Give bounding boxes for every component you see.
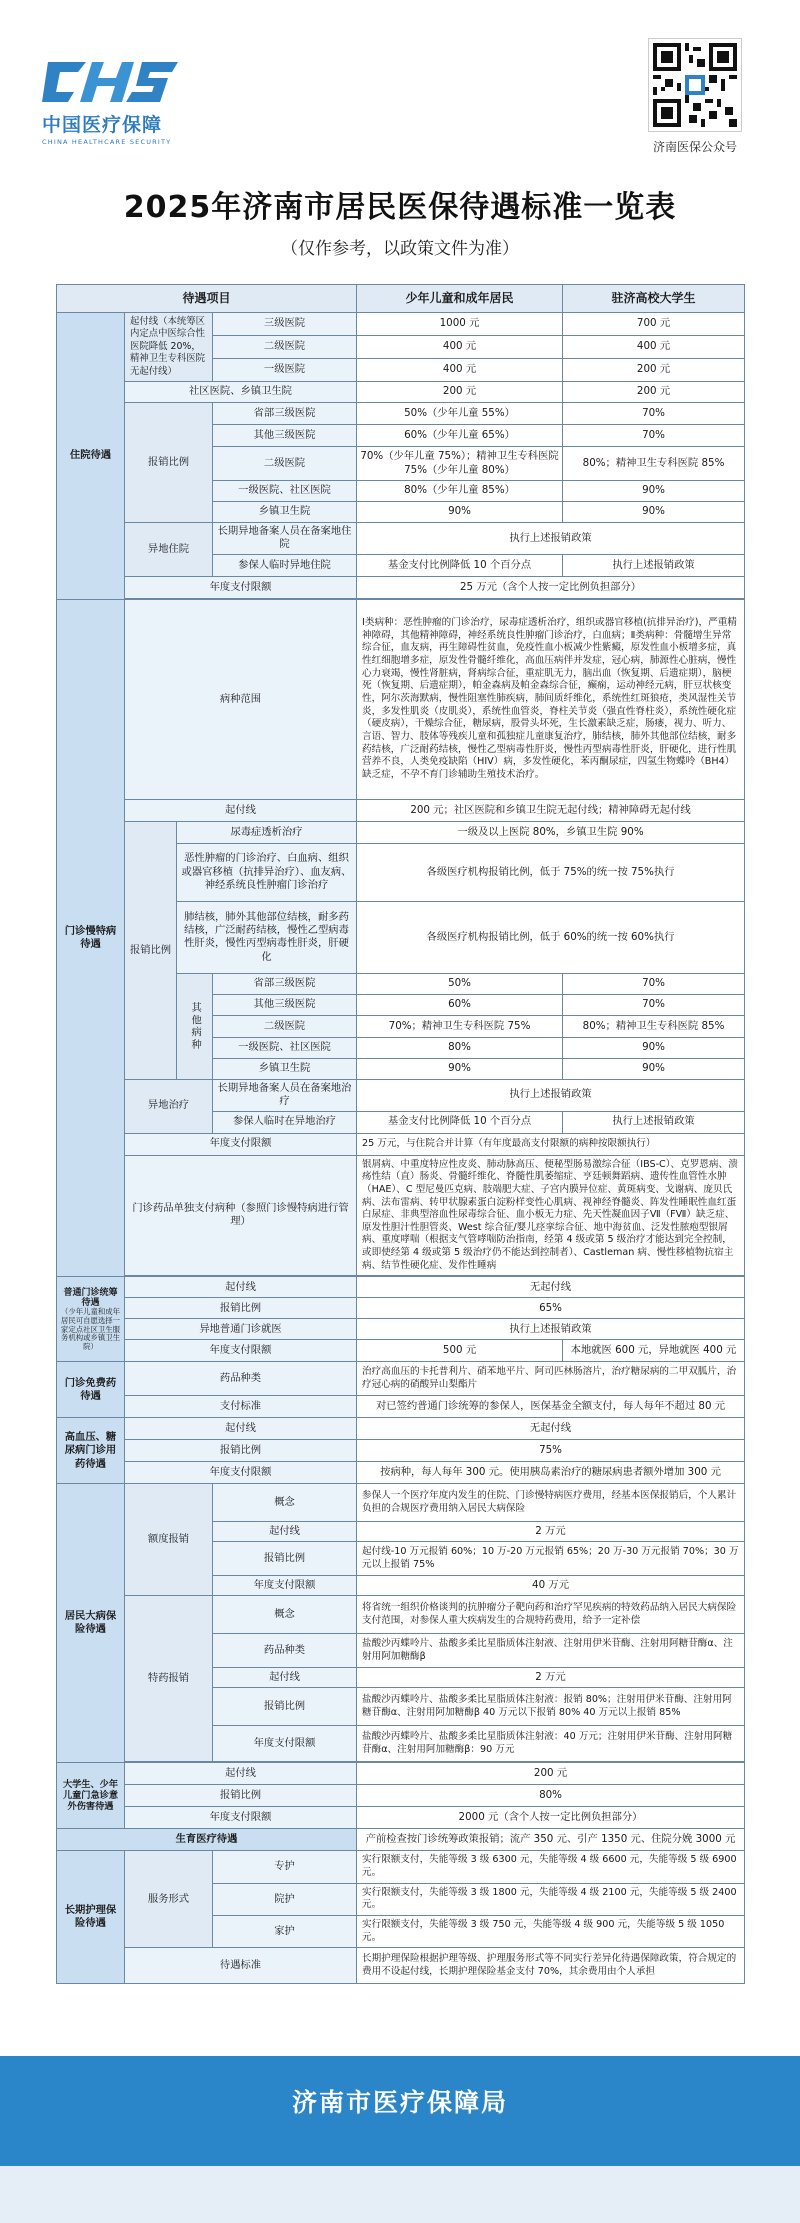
cell-value: 无起付线	[357, 1418, 745, 1440]
chronic-other-label: 其他病种	[177, 973, 213, 1079]
cell-value: 90%	[563, 502, 745, 523]
cell-value: 本地就医 600 元，异地就医 400 元	[563, 1340, 745, 1362]
cell-value: 执行上述报销政策	[563, 554, 745, 576]
cell-value: 90%	[357, 502, 563, 523]
row-label: 一级医院	[213, 359, 357, 382]
row-label: 二级医院	[213, 447, 357, 481]
cell-value: 起付线-10 万元报销 60%；10 万-20 万元报销 65%；20 万-30 万元报销 70%；30 万元以上报销 75%	[357, 1542, 745, 1576]
table-row	[57, 1440, 745, 1462]
cat-student: 大学生、少年儿童门急诊意外伤害待遇	[57, 1763, 125, 1829]
row-label: 年度支付限额	[125, 1462, 357, 1484]
chronic-remote-label: 异地治疗	[125, 1079, 213, 1133]
cell-value: 50%	[357, 973, 563, 994]
cell-value: 200 元	[563, 359, 745, 382]
row-label: 起付线	[125, 1277, 357, 1298]
table-row	[57, 799, 745, 821]
row-label: 药品种类	[213, 1634, 357, 1668]
table-row	[57, 1319, 745, 1340]
row-label: 专护	[213, 1851, 357, 1883]
cell-value: 90%	[563, 1037, 745, 1058]
chronic-drug-text: 银屑病、中重度特应性皮炎、肺动脉高压、便秘型肠易激综合征（IBS-C）、克罗恩病、溃疡性结（直）肠炎、骨髓纤维化、脊髓性肌萎缩症、亨廷顿舞蹈病、遗传性血管性水肿（HAE）、C 型尼曼匹克病、肢端肥大症、子宫内膜异位症、黄斑病变、戈谢病、庞贝氏病、法布雷病、转甲状腺素蛋白淀粉样变性心肌病、视神经脊髓炎、阵发性睡眠性血红蛋白尿症、非典型溶血性尿毒综合征、血小板无力症、先天性凝血因子Ⅶ（FⅦ）缺乏症、原发性胆汁性胆管炎、West 综合征/婴儿痉挛综合征、地中海贫血、泛发性脓疱型银屑病、重度哮喘（根据支气管哮喘防治指南，经第 4 级或第 5 级治疗才能达到完全控制，或即使经第 4 级或第 5 级治疗仍不能达到控制者）、Castleman 病、慢性移植物抗宿主病、结节性硬化症、发作性睡病	[357, 1155, 745, 1276]
table-row	[57, 1396, 745, 1418]
cell-value: 80%	[357, 1785, 745, 1807]
table-row	[57, 523, 745, 555]
cell-value: 实行限额支付，失能等级 3 级 1800 元，失能等级 4 级 2100 元，失能等级 5 级 2400 元。	[357, 1883, 745, 1915]
col-header-students: 驻济高校大学生	[563, 285, 745, 313]
ltc-service-label: 服务形式	[125, 1851, 213, 1948]
row-label: 报销比例	[125, 1298, 357, 1319]
cat-general-note: （少年儿童和成年居民可自愿选择一家定点社区卫生服务机构或乡镇卫生院）	[60, 1307, 121, 1351]
logo-en-text: CHINA HEALTHCARE SECURITY	[42, 138, 172, 146]
row-label: 长期异地备案人员在备案地治疗	[213, 1079, 357, 1111]
inpatient-threshold-label: 起付线（本统筹区内定点中医综合性医院降低 20%，精神卫生专科医院无起付线）	[125, 313, 213, 382]
table-row	[57, 1462, 745, 1484]
row-label: 年度支付限额	[125, 1133, 357, 1155]
row-label: 起付线	[125, 799, 357, 821]
footer-org: 济南市医疗保障局	[291, 2088, 508, 2117]
row-label: 恶性肿瘤的门诊治疗、白血病、组织或器官移植（抗排异治疗）、血友病、神经系统良性肿瘤门诊治疗	[177, 843, 357, 901]
cell-value: 实行限额支付，失能等级 3 级 6300 元，失能等级 4 级 6600 元，失能等级 5 级 6900 元。	[357, 1851, 745, 1883]
qr-code[interactable]	[648, 38, 742, 132]
cell-value: 实行限额支付，失能等级 3 级 750 元，失能等级 4 级 900 元，失能等级 5 级 1050 元。	[357, 1916, 745, 1948]
row-label: 乡镇卫生院	[213, 1058, 357, 1079]
table-row	[57, 1484, 745, 1522]
cat-ltc: 长期护理保险待遇	[57, 1851, 125, 1984]
cell-value: 2000 元（含个人按一定比例负担部分）	[357, 1807, 745, 1829]
row-label: 长期异地备案人员在备案地住院	[213, 523, 357, 555]
row-label: 院护	[213, 1883, 357, 1915]
table-row	[57, 576, 745, 598]
cell-value: 执行上述报销政策	[563, 1111, 745, 1133]
row-label: 起付线	[213, 1522, 357, 1542]
cell-value: 60%（少年儿童 65%）	[357, 425, 563, 447]
chronic-scope-text: Ⅰ类病种：恶性肿瘤的门诊治疗，尿毒症透析治疗，组织或器官移植(抗排异治疗)，严重精神障碍，其他精神障碍，神经系统良性肿瘤门诊治疗，白血病；Ⅱ类病种：骨髓增生异常综合征，血友病，再生障碍性贫血，免疫性血小板减少性紫癜，原发性血小板增多症，真性红细胞增多症，原发性骨髓纤维化，高血压病伴并发症，冠心病，肺源性心脏病，慢性心力衰竭，慢性肾脏病，肾病综合征，重症肌无力，脑出血（恢复期、后遗症期），脑梗死（恢复期、后遗症期），帕金森病及帕金森综合征，癫痫，运动神经元病，肝豆状核变性，阿尔茨海默病，慢性阻塞性肺疾病，肺间质纤维化，系统性红斑狼疮，类风湿性关节炎，多发性肌炎（皮肌炎），系统性血管炎，脊柱关节炎（强直性脊柱炎），系统性硬化症（硬皮病），干燥综合征，糖尿病，股骨头坏死，生长激素缺乏症，肠瘘，视力、听力、言语、智力、肢体等残疾儿童和孤独症儿童康复治疗，肺结核，肺外其他部位结核，耐多药结核，广泛耐药结核，慢性乙型病毒性肝炎，慢性丙型病毒性肝炎，肝硬化，进行性肌营养不良，人类免疫缺陷（HIV）病，多发性硬化，苯丙酮尿症，四氢生物蝶呤（BH4）缺乏症，不孕不育门诊辅助生殖技术治疗。	[357, 599, 745, 799]
cell-value: 盐酸沙丙蝶呤片、盐酸多柔比星脂质体注射液：40 万元；注射用伊米苷酶、注射用阿糖苷酶α、注射用阿加糖酶β：90 万元	[357, 1726, 745, 1762]
cell-value: 各级医疗机构报销比例，低于 60%的统一按 60%执行	[357, 901, 745, 973]
cell-value: 治疗高血压的卡托普利片、硝苯地平片、阿司匹林肠溶片，治疗糖尿病的二甲双胍片，治疗冠心病的硝酸异山梨酯片	[357, 1362, 745, 1396]
row-label: 二级医院	[213, 1015, 357, 1037]
cell-value: 75%	[357, 1440, 745, 1462]
chs-logo	[42, 58, 178, 144]
table-row	[57, 313, 745, 336]
table-row	[57, 1362, 745, 1396]
cell-value: 无起付线	[357, 1277, 745, 1298]
cell-value: 按病种，每人每年 300 元。使用胰岛素治疗的糖尿病患者额外增加 300 元	[357, 1462, 745, 1484]
cell-value: 70%（少年儿童 75%）；精神卫生专科医院 75%（少年儿童 80%）	[357, 447, 563, 481]
row-label: 年度支付限额	[213, 1576, 357, 1596]
table-row	[57, 1298, 745, 1319]
chs-logo-icon	[42, 58, 178, 106]
table-row	[57, 403, 745, 425]
table-row	[57, 1133, 745, 1155]
cat-free-drug: 门诊免费药待遇	[57, 1362, 125, 1418]
cell-value: 400 元	[357, 359, 563, 382]
cell-value: 70%	[563, 425, 745, 447]
row-label: 门诊药品单独支付病种（参照门诊慢特病进行管理）	[125, 1155, 357, 1276]
cell-value: 400 元	[357, 336, 563, 359]
row-label: 药品种类	[125, 1362, 357, 1396]
cell-value: 参保人一个医疗年度内发生的住院、门诊慢特病医疗费用，经基本医保报销后，个人累计负担的合规医疗费用纳入居民大病保险	[357, 1484, 745, 1522]
cat-inpatient: 住院待遇	[57, 313, 125, 600]
cell-value: 80%；精神卫生专科医院 85%	[563, 447, 745, 481]
row-label: 概念	[213, 1484, 357, 1522]
cell-value: 60%	[357, 994, 563, 1015]
table-row	[57, 1851, 745, 1883]
table-row	[57, 1763, 745, 1785]
table-row	[57, 1079, 745, 1111]
cell-value: 80%；精神卫生专科医院 85%	[563, 1015, 745, 1037]
row-label: 三级医院	[213, 313, 357, 336]
cat-htn: 高血压、糖尿病门诊用药待遇	[57, 1418, 125, 1484]
cell-value: 200 元	[563, 382, 745, 403]
cell-value: 70%	[563, 994, 745, 1015]
cell-value: 40 万元	[357, 1576, 745, 1596]
page-title: 2025年济南市居民医保待遇标准一览表	[123, 190, 677, 225]
row-label: 家护	[213, 1916, 357, 1948]
cell-value: 200 元	[357, 1763, 745, 1785]
row-label: 年度支付限额	[125, 1807, 357, 1829]
cell-value: 65%	[357, 1298, 745, 1319]
cell-value: 400 元	[563, 336, 745, 359]
cell-value: 2 万元	[357, 1668, 745, 1688]
row-label: 报销比例	[125, 1785, 357, 1807]
row-label: 年度支付限额	[213, 1726, 357, 1762]
cell-value: 1000 元	[357, 313, 563, 336]
row-label: 一级医院、社区医院	[213, 1037, 357, 1058]
cell-value: 各级医疗机构报销比例，低于 75%的统一按 75%执行	[357, 843, 745, 901]
cell-value: 90%	[357, 1058, 563, 1079]
cell-value: 25 万元（含个人按一定比例负担部分）	[357, 576, 745, 598]
cell-value: 一级及以上医院 80%，乡镇卫生院 90%	[357, 821, 745, 843]
serious-quota-label: 额度报销	[125, 1484, 213, 1596]
row-label: 起付线	[125, 1763, 357, 1785]
cell-value: 50%（少年儿童 55%）	[357, 403, 563, 425]
cell-value: 基金支付比例降低 10 个百分点	[357, 1111, 563, 1133]
row-label: 其他三级医院	[213, 994, 357, 1015]
cell-value: 200 元；社区医院和乡镇卫生院无起付线；精神障碍无起付线	[357, 799, 745, 821]
row-label: 起付线	[213, 1668, 357, 1688]
row-label: 年度支付限额	[125, 576, 357, 598]
inpatient-ratio-label: 报销比例	[125, 403, 213, 523]
cell-value: 25 万元，与住院合并计算（有年度最高支付限额的病种按限额执行）	[357, 1133, 745, 1155]
col-header-residents: 少年儿童和成年居民	[357, 285, 563, 313]
table-row	[57, 1155, 745, 1276]
table-header-row	[57, 285, 745, 313]
cell-value: 对已签约普通门诊统筹的参保人，医保基金全额支付，每人每年不超过 80 元	[357, 1396, 745, 1418]
row-label: 参保人临时异地住院	[213, 554, 357, 576]
page-subtitle: （仅作参考，以政策文件为准）	[281, 239, 519, 259]
cat-chronic: 门诊慢特病待遇	[57, 599, 125, 1277]
cell-value: 盐酸沙丙蝶呤片、盐酸多柔比星脂质体注射液、注射用伊米苷酶、注射用阿糖苷酶α、注射用阿加糖酶β	[357, 1634, 745, 1668]
table-row	[57, 821, 745, 843]
row-label: 病种范围	[125, 599, 357, 799]
row-label: 二级医院	[213, 336, 357, 359]
table-row	[57, 1948, 745, 1984]
logo-cn-text: 中国医疗保障	[42, 114, 163, 136]
row-label: 参保人临时在异地治疗	[213, 1111, 357, 1133]
row-label: 尿毒症透析治疗	[177, 821, 357, 843]
cat-serious: 居民大病保险待遇	[57, 1484, 125, 1763]
cat-general	[57, 1277, 125, 1362]
row-label: 报销比例	[213, 1542, 357, 1576]
chronic-ratio-label: 报销比例	[125, 821, 177, 1079]
row-label: 起付线	[125, 1418, 357, 1440]
cell-value: 基金支付比例降低 10 个百分点	[357, 554, 563, 576]
row-label: 乡镇卫生院	[213, 502, 357, 523]
row-label: 报销比例	[125, 1440, 357, 1462]
cell-value: 70%；精神卫生专科医院 75%	[357, 1015, 563, 1037]
cell-value: 80%（少年儿童 85%）	[357, 481, 563, 502]
row-label: 其他三级医院	[213, 425, 357, 447]
cell-value: 执行上述报销政策	[357, 1079, 745, 1111]
row-label: 异地普通门诊就医	[125, 1319, 357, 1340]
qr-code-icon	[653, 43, 737, 127]
cell-value: 执行上述报销政策	[357, 523, 745, 555]
table-row	[57, 1340, 745, 1362]
cell-value: 90%	[563, 1058, 745, 1079]
serious-drug-label: 特药报销	[125, 1596, 213, 1762]
cat-general-title: 普通门诊统筹待遇	[63, 1287, 118, 1309]
table-row	[57, 382, 745, 403]
row-label: 肺结核，肺外其他部位结核，耐多药结核，广泛耐药结核，慢性乙型病毒性肝炎，慢性丙型病毒性肝炎，肝硬化	[177, 901, 357, 973]
cell-value: 200 元	[357, 382, 563, 403]
row-label: 支付标准	[125, 1396, 357, 1418]
row-label: 报销比例	[213, 1688, 357, 1726]
cell-value: 执行上述报销政策	[357, 1319, 745, 1340]
row-label: 社区医院、乡镇卫生院	[125, 382, 357, 403]
table-row	[57, 1277, 745, 1298]
cell-value: 长期护理保险根据护理等级、护理服务形式等不同实行差异化待遇保障政策，符合规定的费用不设起付线，长期护理保险基金支付 70%，其余费用由个人承担	[357, 1948, 745, 1984]
cell-value: 将省统一组织价格谈判的抗肿瘤分子靶向药和治疗罕见疾病的特效药品纳入居民大病保险支付范围，对参保人重大疾病发生的合规特药费用，给予一定补偿	[357, 1596, 745, 1634]
cell-value: 700 元	[563, 313, 745, 336]
table-row	[57, 1829, 745, 1851]
table-row	[57, 1807, 745, 1829]
table-row	[57, 1596, 745, 1634]
cell-value: 90%	[563, 481, 745, 502]
row-label: 待遇标准	[125, 1948, 357, 1984]
inpatient-remote-label: 异地住院	[125, 523, 213, 577]
cell-value: 70%	[563, 403, 745, 425]
table-row	[57, 599, 745, 799]
row-label: 一级医院、社区医院	[213, 481, 357, 502]
col-header-item: 待遇项目	[57, 285, 357, 313]
row-label: 省部三级医院	[213, 973, 357, 994]
qr-label: 济南医保公众号	[652, 140, 737, 154]
table-row	[57, 1418, 745, 1440]
cat-maternity: 生育医疗待遇	[57, 1829, 357, 1851]
cell-value: 80%	[357, 1037, 563, 1058]
cell-value: 2 万元	[357, 1522, 745, 1542]
row-label: 概念	[213, 1596, 357, 1634]
cell-value: 70%	[563, 973, 745, 994]
cell-value: 产前检查按门诊统筹政策报销；流产 350 元、引产 1350 元、住院分娩 3000 元	[357, 1829, 745, 1851]
cell-value: 盐酸沙丙蝶呤片、盐酸多柔比星脂质体注射液：报销 80%；注射用伊米苷酶、注射用阿糖苷酶α、注射用阿加糖酶β 40 万元以下报销 80% 40 万元以上报销 85%	[357, 1688, 745, 1726]
row-label: 年度支付限额	[125, 1340, 357, 1362]
cell-value: 500 元	[357, 1340, 563, 1362]
row-label: 省部三级医院	[213, 403, 357, 425]
bottom-strip	[0, 2166, 800, 2223]
benefit-table	[56, 284, 745, 1984]
table-row	[57, 1785, 745, 1807]
